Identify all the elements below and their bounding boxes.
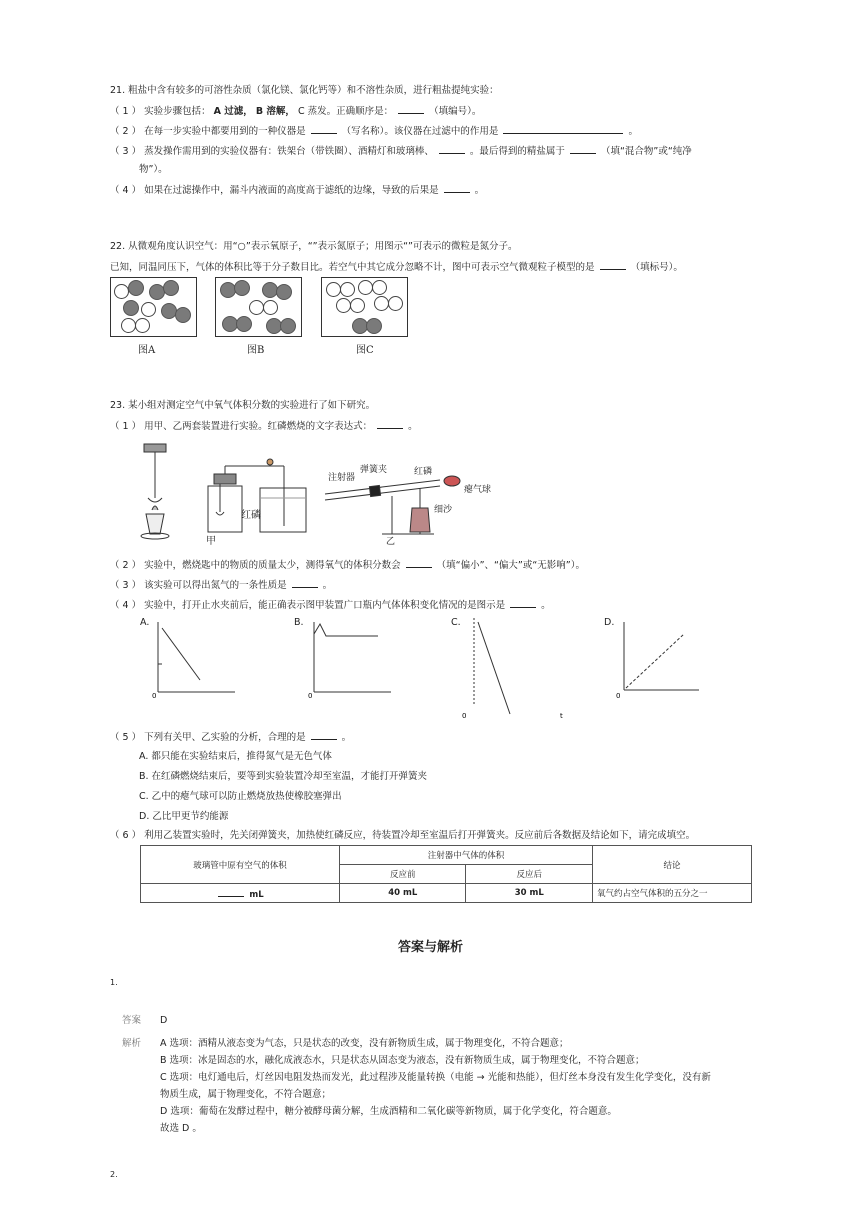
q23-p3-a: （ 3 ） 该实验可以得出氮气的一条性质是 (110, 580, 287, 591)
graph-d (614, 620, 704, 700)
nitrogen-atom-icon (236, 316, 252, 332)
oxygen-atom-icon (372, 280, 387, 295)
graph-c (460, 616, 570, 720)
explanation-line: D 选项：葡萄在发酵过程中，糖分被酵母菌分解，生成酒精和二氧化碳等新物质，属于化学变化，符合题意。 (160, 1106, 617, 1117)
graph-d-label: D. (604, 617, 615, 628)
table-header-syringe: 注射器中气体的体积 (340, 846, 593, 865)
q23-p4-b: 。 (541, 600, 551, 611)
q23-part2 (110, 558, 585, 572)
table-header-conclusion: 结论 (593, 846, 752, 884)
q21-part1 (110, 104, 481, 118)
oxygen-atom-icon (263, 300, 278, 315)
figure-b-box (215, 277, 302, 337)
q23-stem: 23. 某小组对测定空气中氧气体积分数的实验进行了如下研究。 (110, 400, 376, 411)
q21-p3-b: 。最后得到的精盐属于 (469, 146, 565, 157)
q23-p2-b: （填“偏小”、“偏大”或“无影响”）。 (436, 560, 585, 571)
q21-p3-c: （填“混合物”或“纯净 (601, 146, 692, 157)
graph-a (150, 620, 240, 700)
explanation-line: 物质生成，属于物理变化，不符合题意； (160, 1089, 332, 1100)
table-header-air-volume: 玻璃管中原有空气的体积 (141, 846, 340, 884)
q23-p1-b: 。 (408, 421, 418, 432)
q21-part3 (110, 144, 692, 158)
label-syringe: 注射器 (328, 473, 356, 483)
answer-blank[interactable] (510, 598, 536, 608)
graph-b-label: B. (294, 617, 304, 628)
q21-part4 (110, 183, 484, 197)
label-red-phosphorus: 红磷 (241, 510, 261, 521)
answer-blank[interactable] (398, 104, 424, 114)
answer-blank[interactable] (570, 144, 596, 154)
label-jia: 甲 (206, 536, 216, 546)
q21-p2-c: 。 (628, 126, 639, 137)
q22-line2-b: （填标号）。 (630, 262, 683, 273)
label-copper: 细沙 (434, 505, 453, 515)
answer-blank[interactable] (406, 558, 432, 568)
answer-number-1: 1. (110, 978, 118, 987)
oxygen-atom-icon (326, 282, 341, 297)
q23-part4 (110, 598, 551, 612)
burning-spoon-icon (141, 444, 169, 539)
q21-p1-a: A 过滤， (213, 106, 253, 117)
oxygen-atom-icon (336, 298, 351, 313)
answer-blank[interactable] (503, 124, 623, 134)
figure-a-caption: 图A (138, 345, 156, 356)
nitrogen-atom-icon (280, 318, 296, 334)
answer-value: D (160, 1015, 168, 1026)
label-balloon: 瘪气球 (464, 485, 492, 495)
svg-text:0: 0 (462, 712, 467, 720)
q21-p1-b: B 溶解， (255, 106, 295, 117)
oxygen-atom-icon (135, 318, 150, 333)
q22-line2 (110, 260, 683, 274)
q21-p1-tail: （填编号）。 (429, 106, 482, 117)
answer-blank[interactable] (439, 144, 465, 154)
oxygen-atom-icon (350, 298, 365, 313)
explanation-line: B 选项：冰是固态的水，融化成液态水，只是状态从固态变为液态，没有新物质生成，属于物理变化，不符合题意； (160, 1055, 645, 1066)
q21-p1-c: C 蒸发。正确顺序是： (297, 106, 394, 117)
oxygen-atom-icon (141, 302, 156, 317)
oxygen-atom-icon (114, 284, 129, 299)
q23-part3 (110, 578, 332, 592)
option-b[interactable]: B. 在红磷燃烧结束后，要等到实验装置冷却至室温，才能打开弹簧夹 (139, 771, 428, 782)
figure-c-caption: 图C (356, 345, 374, 356)
table-cell-after: 30 mL (466, 884, 593, 903)
q23-p5-a: （ 5 ） 下列有关甲、乙实验的分析，合理的是 (110, 732, 306, 743)
graph-b (306, 620, 396, 700)
answer-blank[interactable] (311, 124, 337, 134)
graph-a-label: A. (140, 617, 150, 628)
answer-blank[interactable] (444, 183, 470, 193)
oxygen-atom-icon (374, 296, 389, 311)
table-header-before: 反应前 (340, 865, 466, 884)
oxygen-atom-icon (121, 318, 136, 333)
table-cell-unit: mL (249, 889, 264, 900)
figure-b-caption: 图B (247, 345, 265, 356)
q23-part1 (110, 419, 418, 433)
answer-blank[interactable] (600, 260, 626, 270)
nitrogen-atom-icon (123, 300, 139, 316)
figure-c-box (321, 277, 408, 337)
nitrogen-atom-icon (276, 284, 292, 300)
q23-p2-a: （ 2 ） 实验中，燃烧匙中的物质的质量太少，测得氧气的体积分数会 (110, 560, 401, 571)
q23-p4-a: （ 4 ） 实验中，打开止水夹前后，能正确表示图甲装置广口瓶内气体体积变化情况的是图示是 (110, 600, 506, 611)
q23-p5-b: 。 (341, 732, 352, 743)
answers-title: 答案与解析 (398, 940, 464, 955)
answer-blank[interactable] (311, 730, 337, 740)
label-red-phosphorus-2: 红磷 (414, 467, 433, 477)
nitrogen-atom-icon (163, 280, 179, 296)
q23-part6: （ 6 ） 利用乙装置实验时，先关闭弹簧夹，加热使红磷反应，待装置冷却至室温后打开弹簧夹。反应前后各数据及结论如下，请完成填空。 (110, 830, 696, 841)
apparatus-figure (130, 436, 510, 546)
svg-text:t: t (560, 712, 563, 720)
option-c[interactable]: C. 乙中的瘪气球可以防止燃烧放热使橡胶塞弹出 (139, 791, 342, 802)
q21-stem: 21. 粗盐中含有较多的可溶性杂质（氯化镁、氯化钙等）和不溶性杂质，进行粗盐提纯实验： (110, 85, 499, 96)
q21-p2-b: （写名称）。该仪器在过滤中的作用是 (341, 126, 499, 137)
svg-text:0: 0 (616, 692, 621, 700)
figure-a-box (110, 277, 197, 337)
table-cell-air-volume[interactable] (141, 884, 340, 903)
explanation-line: A 选项：酒精从液态变为气态，只是状态的改变，没有新物质生成，属于物理变化，不符合题意； (160, 1038, 569, 1049)
svg-text:0: 0 (308, 692, 313, 700)
answer-blank[interactable] (377, 419, 403, 429)
graph-c-label: C. (451, 617, 461, 628)
q21-p2-a: （ 2 ） 在每一步实验中都要用到的一种仪器是 (110, 126, 306, 137)
label-yi: 乙 (386, 537, 396, 546)
nitrogen-atom-icon (175, 307, 191, 323)
explanation-line: 故选 D 。 (160, 1123, 202, 1134)
q21-p3-d: 物”）。 (139, 164, 168, 175)
table-cell-conclusion: 氧气约占空气体积的五分之一 (593, 884, 752, 903)
table-cell-before: 40 mL (340, 884, 466, 903)
label-clamp: 弹簧夹 (360, 465, 388, 475)
result-table (140, 845, 752, 903)
answer-number-2: 2. (110, 1170, 118, 1179)
oxygen-atom-icon (340, 282, 355, 297)
q21-p1-label: （ 1 ） 实验步骤包括： (110, 106, 211, 117)
nitrogen-atom-icon (366, 318, 382, 334)
q21-p3-a: （ 3 ） 蒸发操作需用到的实验仪器有：铁架台（带铁圈）、酒精灯和玻璃棒、 (110, 146, 434, 157)
table-header-after: 反应后 (466, 865, 593, 884)
oxygen-atom-icon (388, 296, 403, 311)
explanation-label: 解析 (122, 1038, 142, 1049)
q23-p1-a: （ 1 ） 用甲、乙两套装置进行实验。红磷燃烧的文字表达式： (110, 421, 373, 432)
svg-text:0: 0 (152, 692, 157, 700)
flask-apparatus-icon (208, 459, 306, 532)
answer-blank[interactable] (218, 887, 244, 897)
q22-stem: 22. 从微观角度认识空气：用“○”表示氧原子，“”表示氮原子；用图示“”可表示的微粒是氮分子。 (110, 241, 518, 252)
option-d[interactable]: D. 乙比甲更节约能源 (139, 811, 229, 822)
option-a[interactable]: A. 都只能在实验结束后，推得氮气是无色气体 (139, 751, 332, 762)
answer-blank[interactable] (292, 578, 318, 588)
explanation-line: C 选项：电灯通电后，灯丝因电阻发热而发光，此过程涉及能量转换（电能 → 光能和热能），但灯丝本身没有发生化学变化，没有新 (160, 1072, 711, 1083)
nitrogen-atom-icon (234, 280, 250, 296)
answer-label: 答案 (122, 1015, 142, 1026)
oxygen-atom-icon (358, 280, 373, 295)
oxygen-atom-icon (249, 300, 264, 315)
q23-part5 (110, 730, 351, 744)
q21-p4-b: 。 (474, 185, 485, 196)
q22-line2-a: 已知，同温同压下，气体的体积比等于分子数目比。若空气中其它成分忽略不计，图中可表示空气微观粒子模型的是 (110, 262, 595, 273)
q23-p3-b: 。 (322, 580, 333, 591)
q21-part2 (110, 124, 638, 138)
q21-p4-a: （ 4 ） 如果在过滤操作中，漏斗内液面的高度高于滤纸的边缘，导致的后果是 (110, 185, 439, 196)
nitrogen-atom-icon (128, 280, 144, 296)
